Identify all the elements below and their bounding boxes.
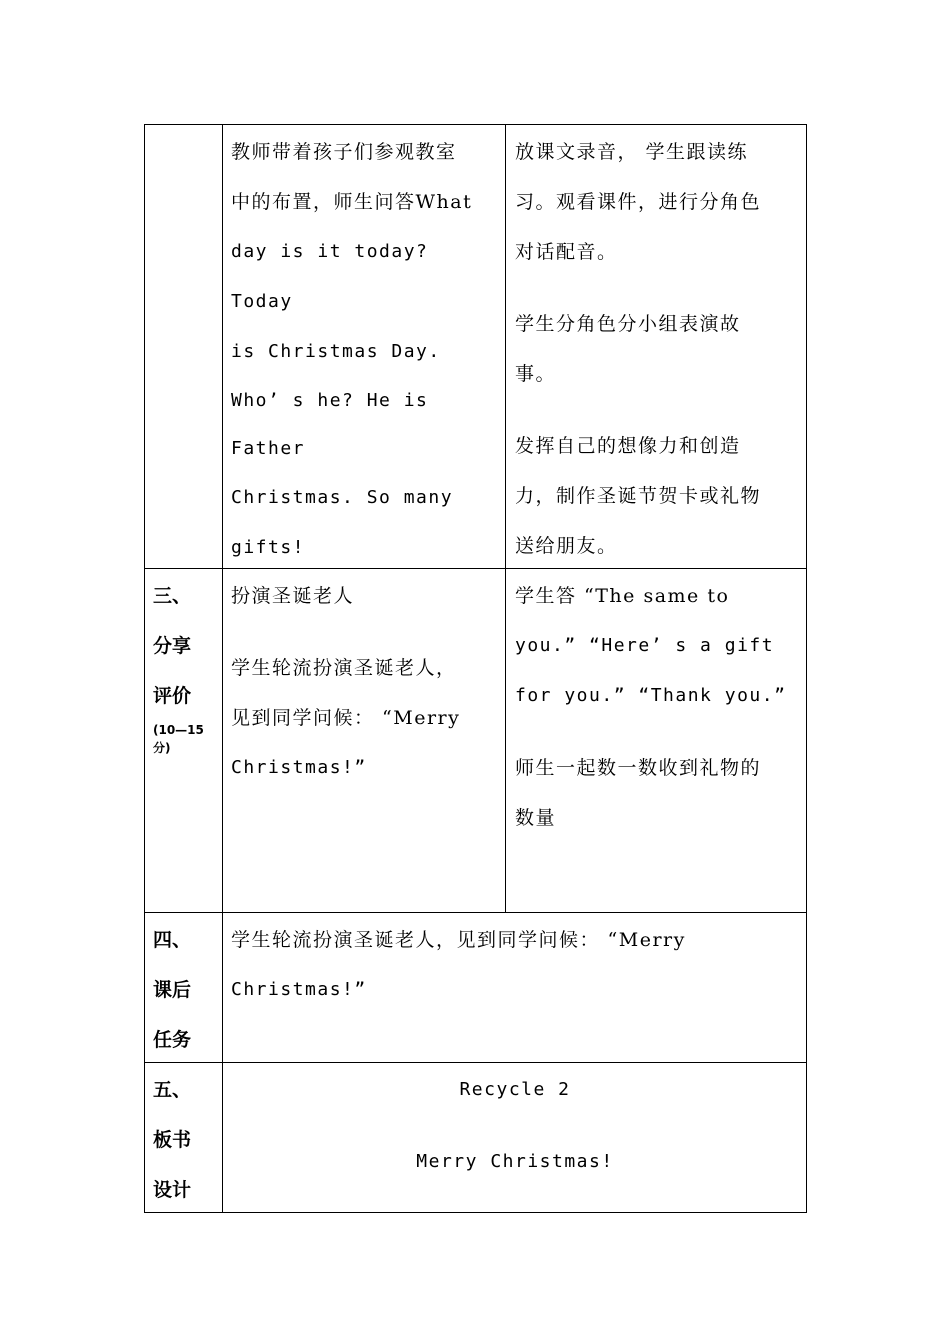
heading-line: 课后: [153, 979, 192, 1001]
board-line-1: Recycle 2: [459, 1079, 571, 1100]
row-3-student-cell: [515, 571, 803, 843]
column-divider-2: [505, 124, 506, 913]
text-line: 见到同学问候： “Merry: [231, 707, 461, 729]
row-divider-3: [144, 1062, 807, 1063]
text-line: 教师带着孩子们参观教室: [231, 141, 457, 163]
heading-line: 五、: [153, 1079, 192, 1101]
text-line: 放课文录音， 学生跟读练: [515, 141, 749, 163]
row-divider-2: [144, 912, 807, 913]
text-line: 师生一起数一数收到礼物的: [515, 757, 762, 779]
text-line: for you.” “Thank you.”: [515, 685, 787, 706]
board-line-2: Merry Christmas!: [416, 1151, 614, 1172]
text-line: Christmas!”: [231, 979, 367, 1000]
row-3-heading: [153, 571, 204, 757]
text-line: 学生轮流扮演圣诞老人，见到同学问候： “Merry: [231, 929, 686, 951]
text-line: 数量: [515, 807, 557, 829]
heading-line: 设计: [153, 1179, 192, 1201]
text-line: 学生轮流扮演圣诞老人，: [231, 657, 457, 679]
text-line: you.” “Here’ s a gift: [515, 635, 775, 656]
heading-line: 四、: [153, 929, 192, 951]
text-line: 事。: [515, 363, 557, 385]
text-line: day is it today? Today: [231, 241, 441, 312]
time-note: 分): [153, 741, 171, 755]
text-line: is Christmas Day.: [231, 341, 441, 362]
text-line: Who’ s he? He is Father: [231, 390, 441, 459]
text-line: Christmas!”: [231, 757, 367, 778]
row-4-text-cell: [231, 915, 801, 1015]
text-line: 送给朋友。: [515, 535, 618, 557]
text-line: gifts!: [231, 537, 306, 558]
activity-title: 扮演圣诞老人: [231, 585, 355, 607]
text-line: 对话配音。: [515, 241, 618, 263]
column-divider-1: [222, 124, 223, 1213]
time-note: (10—15: [153, 723, 204, 737]
text-line: 中的布置，师生问答What: [231, 191, 473, 213]
continued-student-cell: [515, 127, 803, 571]
continued-activity-cell: [231, 127, 501, 573]
row-3-activity-cell: [231, 571, 501, 793]
heading-line: 任务: [153, 1029, 192, 1051]
text-line: Christmas. So many: [231, 487, 454, 508]
board-design-cell: [223, 1065, 807, 1187]
row-4-heading: [153, 915, 191, 1065]
heading-line: 评价: [153, 685, 192, 707]
text-line: 学生分角色分小组表演故: [515, 313, 741, 335]
text-line: 习。观看课件，进行分角色: [515, 191, 762, 213]
heading-line: 分享: [153, 635, 192, 657]
heading-line: 三、: [153, 585, 192, 607]
text-line: 学生答 “The same to: [515, 585, 730, 607]
row-5-heading: [153, 1065, 191, 1215]
text-line: 力，制作圣诞节贺卡或礼物: [515, 485, 762, 507]
text-line: 发挥自己的想像力和创造: [515, 435, 741, 457]
heading-line: 板书: [153, 1129, 192, 1151]
